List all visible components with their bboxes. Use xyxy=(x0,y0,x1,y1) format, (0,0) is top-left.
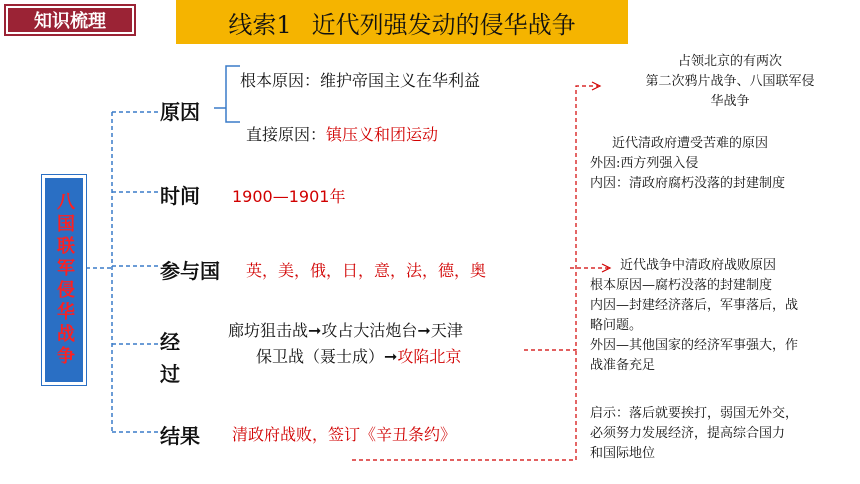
vertical-topic-box xyxy=(42,175,86,385)
note-beijing-line: 第二次鸦片战争、八国联军侵 xyxy=(645,74,815,89)
result-label: 结果 xyxy=(160,424,200,448)
note-beijing-line: 占领北京的有两次 xyxy=(677,54,782,69)
note-suffering-line: 内因：清政府腐朽没落的封建制度 xyxy=(590,176,786,191)
note-beijing xyxy=(606,52,854,112)
direct-cause-text: 镇压义和团运动 xyxy=(326,125,439,144)
countries-label: 参与国 xyxy=(160,259,220,283)
note-suffering xyxy=(590,134,785,194)
process-line-2-black: 保卫战（聂士成）➞ xyxy=(256,347,398,366)
note-suffering-line: 近代清政府遭受苦难的原因 xyxy=(612,136,769,151)
note-lesson-line: 和国际地位 xyxy=(590,446,656,461)
time-label: 时间 xyxy=(160,184,200,208)
note-defeat-line: 战准备充足 xyxy=(590,358,656,373)
process-line-1: 廊坊狙击战➞攻占大沽炮台➞天津 xyxy=(228,321,463,340)
title-sub: 近代列强发动的侵华战争 xyxy=(311,10,576,39)
cause-label: 原因 xyxy=(160,100,200,124)
note-defeat-line: 近代战争中清政府战败原因 xyxy=(620,258,777,273)
note-lesson xyxy=(590,404,798,464)
vertical-topic-label: 八国联军侵华战争 xyxy=(54,192,75,368)
root-cause-label: 根本原因： xyxy=(240,71,321,90)
process-line-2 xyxy=(256,344,461,367)
process-label-1: 经 xyxy=(160,330,180,354)
section-tag-label: 知识梳理 xyxy=(8,8,132,32)
note-defeat-line: 外因—其他国家的经济军事强大，作 xyxy=(590,338,799,353)
process-line-2-red: 攻陷北京 xyxy=(397,347,462,366)
direct-cause xyxy=(246,122,438,145)
note-defeat-line: 根本原因—腐朽没落的封建制度 xyxy=(590,278,773,293)
note-lesson-line: 必须努力发展经济，提高综合国力 xyxy=(590,426,786,441)
countries-value: 英，美，俄，日，意，法，德，奥 xyxy=(246,261,487,280)
result-value: 清政府战败，签订《辛丑条约》 xyxy=(232,425,457,444)
time-value: 1900—1901年 xyxy=(232,187,346,206)
cause-bracket xyxy=(226,66,240,122)
direct-cause-label: 直接原因： xyxy=(246,125,327,144)
root-cause-text: 维护帝国主义在华利益 xyxy=(320,71,481,90)
note-suffering-line: 外因:西方列强入侵 xyxy=(590,156,699,171)
note-defeat xyxy=(590,256,798,376)
title-main: 线索1 xyxy=(228,10,292,39)
note-defeat-line: 内因—封建经济落后，军事落后，战 xyxy=(590,298,799,313)
note-defeat-line: 略问题。 xyxy=(590,318,643,333)
root-cause xyxy=(240,68,480,91)
note-beijing-line: 华战争 xyxy=(710,94,750,109)
process-label-2: 过 xyxy=(160,362,180,386)
red-link-process xyxy=(524,86,598,350)
note-lesson-line: 启示：落后就要挨打，弱国无外交， xyxy=(590,406,799,421)
